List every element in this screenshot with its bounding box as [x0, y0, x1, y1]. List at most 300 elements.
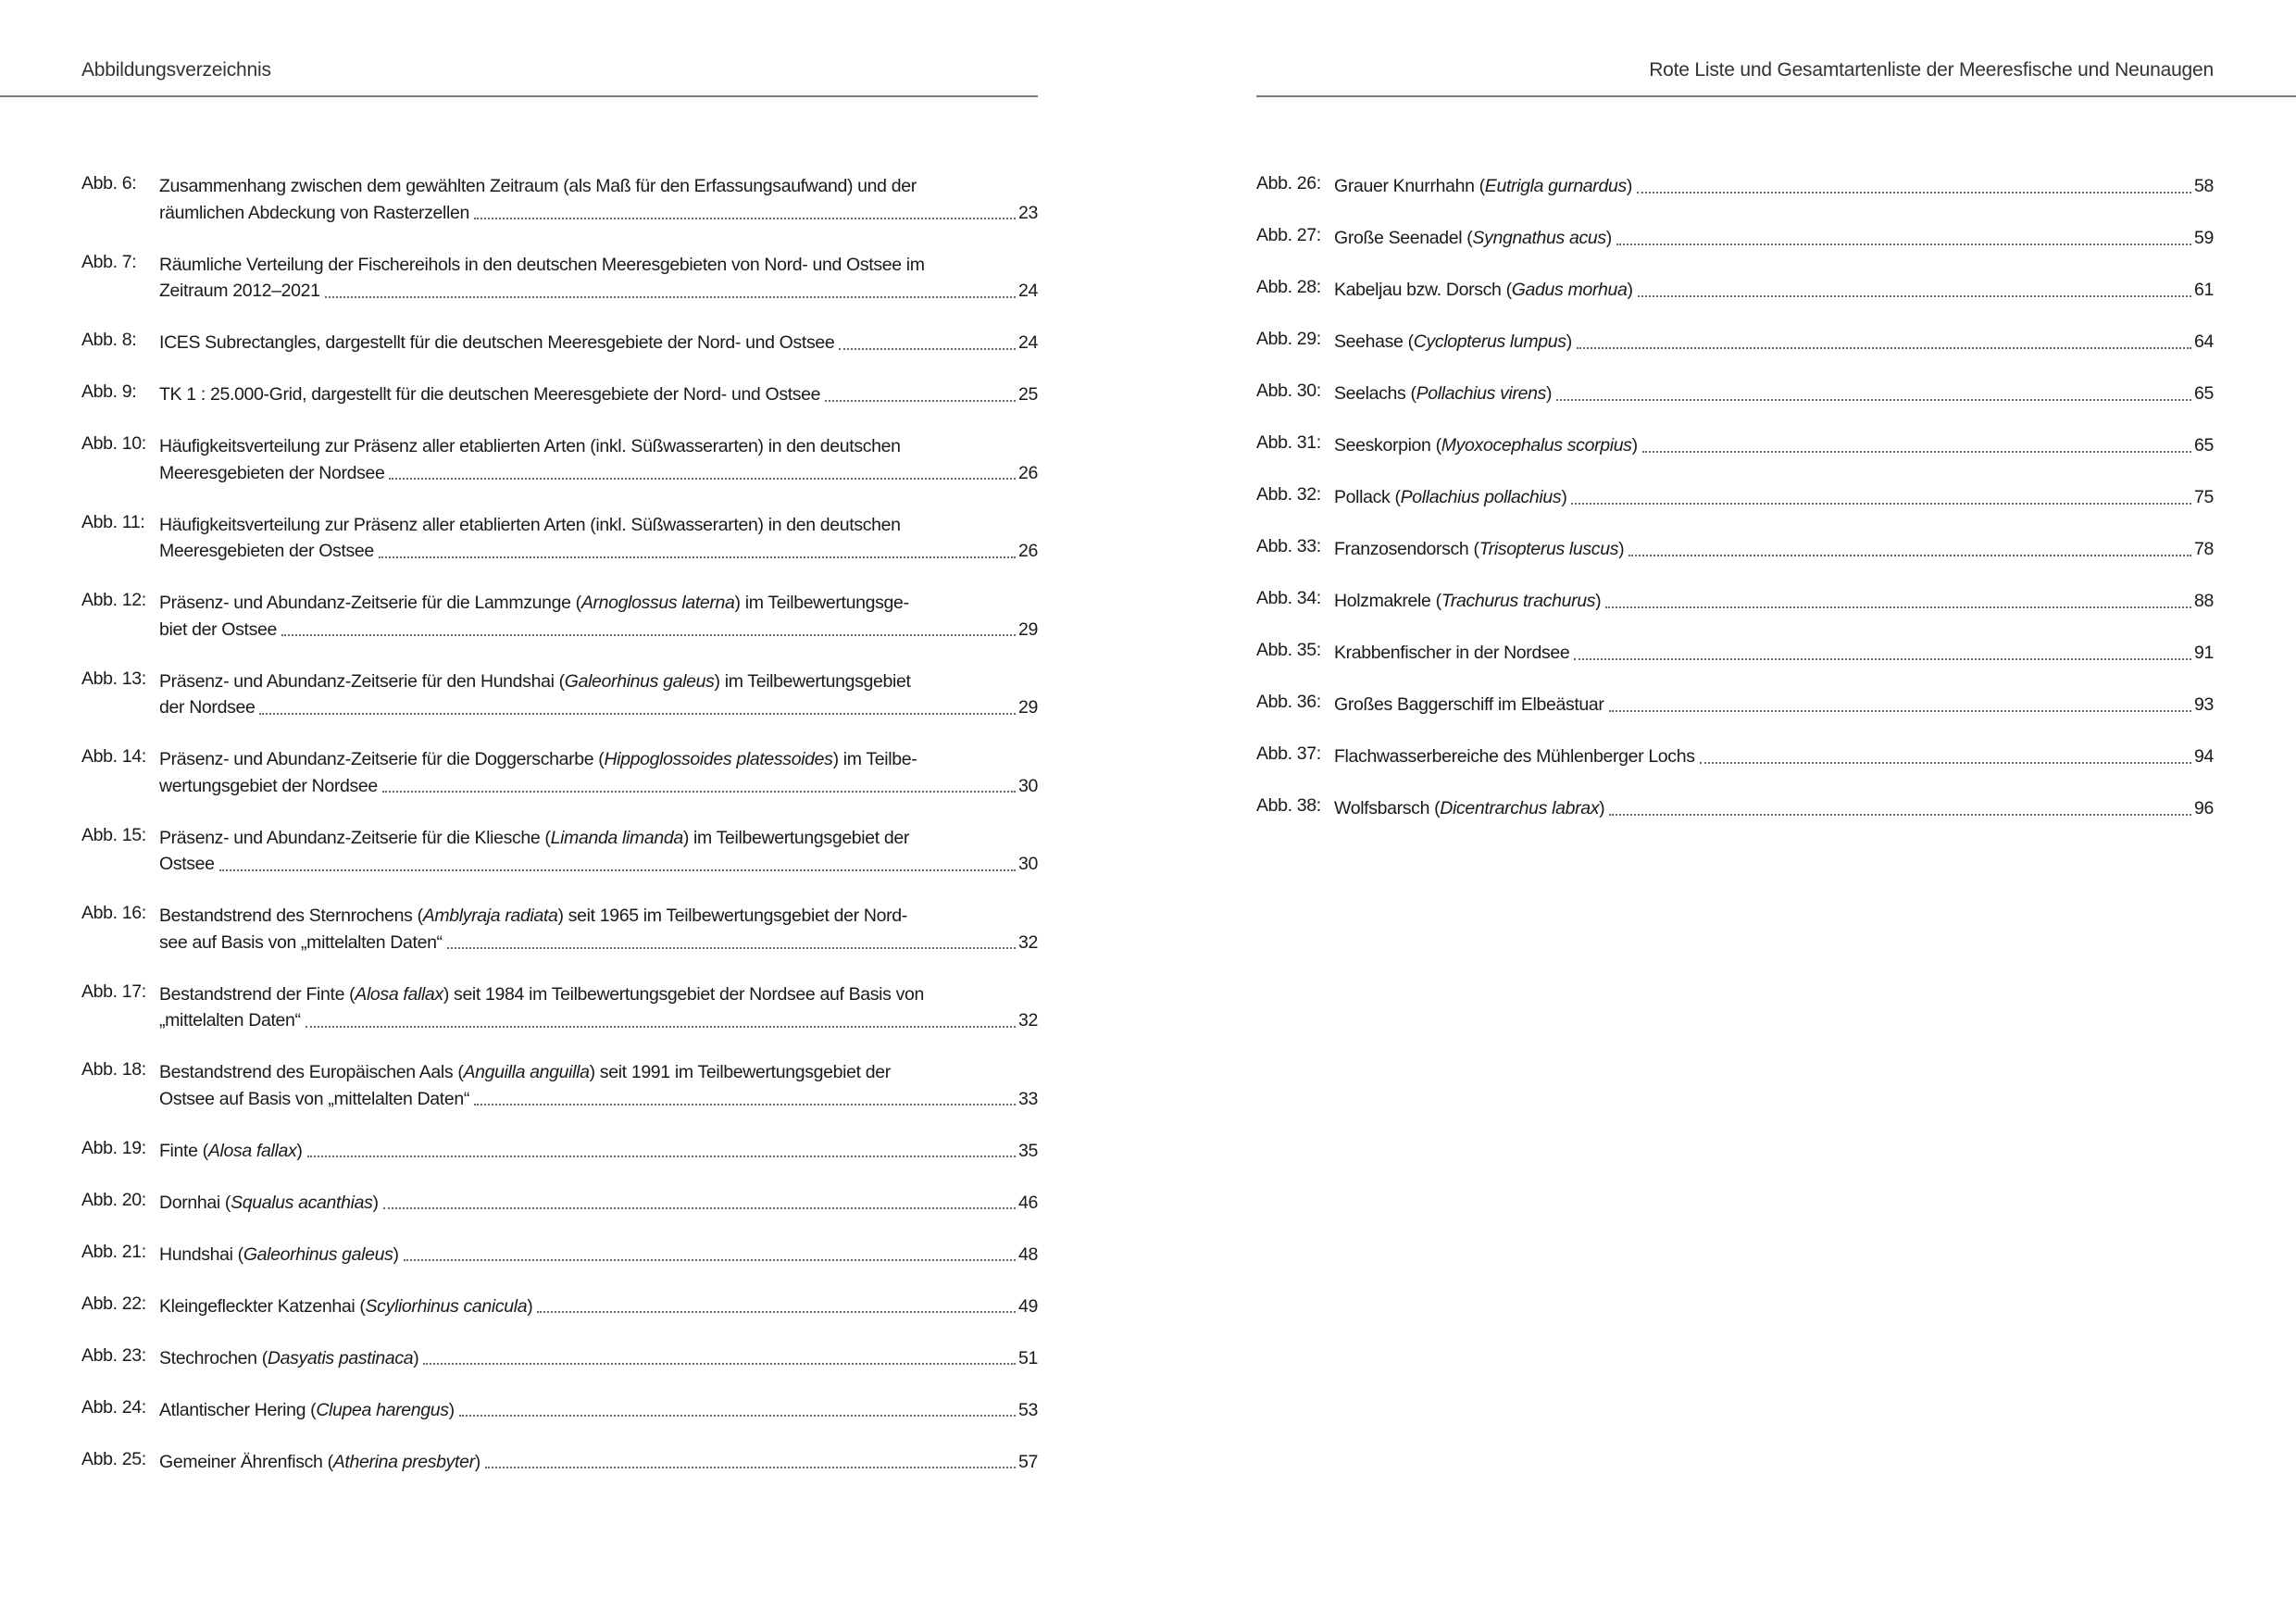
figure-entry[interactable]: [81, 1397, 1038, 1424]
figure-entry[interactable]: [81, 1449, 1038, 1476]
dot-leader: [306, 1025, 1016, 1028]
figure-label: Abb. 25:: [81, 1448, 146, 1469]
species-name: Limanda limanda: [550, 827, 683, 848]
figure-caption: [159, 590, 1038, 643]
dot-leader: [307, 1155, 1016, 1157]
caption-line: [1334, 277, 2214, 304]
species-name: Pollachius pollachius: [1400, 487, 1562, 507]
figure-caption: [1334, 640, 2214, 667]
dot-leader: [1642, 450, 2191, 453]
caption-text: [159, 851, 215, 878]
caption-text: [1334, 743, 1695, 770]
caption-text: [159, 1449, 480, 1476]
caption-line: [1334, 743, 2214, 770]
page-number[interactable]: 91: [2194, 643, 2214, 663]
figure-entry[interactable]: [1256, 484, 2214, 511]
caption-segment: ): [1546, 383, 1553, 404]
caption-segment: ): [1566, 331, 1572, 352]
caption-segment: ): [1618, 539, 1625, 559]
figure-entry[interactable]: [81, 252, 1038, 305]
caption-line: [159, 1242, 1038, 1268]
caption-segment: ) seit 1965 im Teilbewertungsgebiet der Nord-: [557, 906, 907, 926]
caption-segment: räumlichen Abdeckung von Rasterzellen: [159, 202, 470, 223]
caption-line: [159, 930, 1038, 956]
page-number[interactable]: 26: [1018, 541, 1038, 561]
dot-leader: [383, 1206, 1016, 1209]
caption-text: [159, 200, 469, 227]
figure-label: Abb. 35:: [1256, 640, 1321, 660]
figure-caption: [1334, 432, 2214, 459]
species-name: Amblyraja radiata: [422, 906, 558, 926]
caption-segment: „mittelalten Daten“: [159, 1010, 301, 1031]
caption-segment: Präsenz- und Abundanz-Zeitserie für die Lammzunge (: [159, 593, 581, 613]
figure-label: Abb. 15:: [81, 824, 146, 845]
figure-caption: [159, 1059, 1038, 1112]
figure-entry[interactable]: [81, 512, 1038, 565]
figure-label: Abb. 34:: [1256, 588, 1321, 608]
figure-caption: [159, 512, 1038, 565]
page-number[interactable]: 51: [1018, 1347, 1038, 1368]
species-name: Galeorhinus galeus: [243, 1243, 393, 1265]
dot-leader: [1605, 606, 2191, 608]
page-number[interactable]: 24: [1018, 332, 1038, 353]
page-number[interactable]: 46: [1018, 1192, 1038, 1213]
page-number[interactable]: 58: [2194, 176, 2214, 196]
caption-segment: ): [448, 1399, 455, 1420]
figure-label: Abb. 7:: [81, 251, 137, 272]
figure-caption: [159, 1397, 1038, 1424]
caption-text: [159, 903, 907, 930]
caption-line: [159, 433, 1038, 460]
figure-entry[interactable]: [81, 903, 1038, 956]
dot-leader: [1638, 294, 2191, 297]
figure-label: Abb. 13:: [81, 668, 146, 689]
species-name: Scyliorhinus canicula: [365, 1295, 528, 1317]
figure-caption: [1334, 795, 2214, 822]
figure-label: Abb. 19:: [81, 1137, 146, 1158]
caption-text: [1334, 173, 1632, 200]
caption-segment: Holzmakrele (: [1334, 591, 1441, 611]
dot-leader: [259, 712, 1016, 715]
caption-text: [159, 1242, 399, 1268]
caption-segment: ): [1605, 228, 1612, 248]
caption-segment: Gemeiner Ährenfisch (: [159, 1451, 333, 1472]
page-number[interactable]: 32: [1018, 931, 1038, 953]
caption-segment: Pollack (: [1334, 487, 1401, 507]
caption-line: [159, 903, 1038, 930]
caption-segment: Seeskorpion (: [1334, 435, 1441, 456]
caption-line: [159, 1190, 1038, 1217]
caption-segment: Ostsee: [159, 854, 215, 874]
figure-caption: [1334, 484, 2214, 511]
caption-line: [1334, 640, 2214, 667]
figure-caption: [1334, 329, 2214, 356]
page-number[interactable]: 53: [1018, 1399, 1038, 1420]
figure-entry[interactable]: [81, 330, 1038, 356]
species-name: Hippoglossoides platessoides: [604, 749, 833, 769]
figure-label: Abb. 27:: [1256, 225, 1321, 245]
page-number[interactable]: 78: [2194, 539, 2214, 559]
caption-segment: Flachwasserbereiche des Mühlenberger Lochs: [1334, 746, 1695, 767]
dot-leader: [825, 399, 1016, 402]
figure-caption: [159, 1242, 1038, 1268]
page-number[interactable]: 23: [1018, 202, 1038, 223]
caption-segment: Bestandstrend der Finte (: [159, 983, 356, 1005]
caption-segment: ): [1627, 280, 1633, 300]
caption-segment: Krabbenfischer in der Nordsee: [1334, 643, 1570, 663]
caption-segment: ): [527, 1295, 533, 1317]
figure-entry[interactable]: [81, 381, 1038, 408]
page-number[interactable]: 25: [1018, 384, 1038, 405]
figure-caption: [159, 433, 1038, 486]
caption-text: [1334, 329, 1572, 356]
running-header-right: Rote Liste und Gesamtartenliste der Meeresfische und Neunaugen: [1649, 59, 2214, 81]
dot-leader: [389, 477, 1016, 480]
figure-entry[interactable]: [81, 825, 1038, 878]
dot-leader: [1616, 243, 2191, 245]
caption-segment: Stechrochen (: [159, 1347, 268, 1368]
caption-line: [159, 851, 1038, 878]
figure-caption: [159, 746, 1038, 799]
caption-segment: Seehase (: [1334, 331, 1414, 352]
figure-entry[interactable]: [81, 1190, 1038, 1217]
dot-leader: [1609, 709, 2191, 712]
caption-segment: Präsenz- und Abundanz-Zeitserie für die Kliesche (: [159, 827, 551, 848]
caption-text: [1334, 692, 1604, 718]
page-number[interactable]: 26: [1018, 462, 1038, 483]
caption-segment: Häufigkeitsverteilung zur Präsenz aller etablierten Arten (inkl. Süßwasserarten) in den deutschen: [159, 436, 901, 456]
page-number[interactable]: 30: [1018, 775, 1038, 796]
caption-line: [159, 668, 1038, 695]
figure-caption: [1334, 225, 2214, 252]
caption-segment: ) im Teilbewertungsgebiet: [714, 670, 911, 692]
caption-line: [159, 746, 1038, 773]
caption-segment: Seelachs (: [1334, 383, 1416, 404]
figure-caption: [159, 381, 1038, 408]
caption-text: [159, 1007, 301, 1034]
figure-caption: [159, 1293, 1038, 1320]
figure-label: Abb. 30:: [1256, 381, 1321, 401]
figure-entry[interactable]: [81, 1293, 1038, 1320]
figure-entry[interactable]: [1256, 795, 2214, 822]
caption-segment: Franzosendorsch (: [1334, 539, 1479, 559]
page-number[interactable]: 32: [1018, 1010, 1038, 1031]
figure-entry[interactable]: [81, 981, 1038, 1034]
caption-text: [159, 746, 917, 773]
dot-leader: [474, 1103, 1016, 1106]
caption-text: [159, 512, 901, 539]
figure-caption: [159, 825, 1038, 878]
caption-segment: Präsenz- und Abundanz-Zeitserie für den Hundshai (: [159, 670, 565, 692]
caption-line: [159, 1449, 1038, 1476]
caption-line: [1334, 484, 2214, 511]
caption-line: [159, 773, 1038, 800]
page-number[interactable]: 96: [2194, 798, 2214, 818]
caption-line: [1334, 329, 2214, 356]
figure-label: Abb. 24:: [81, 1396, 146, 1418]
header-rule-right: [1256, 95, 2296, 97]
figure-entry[interactable]: [1256, 640, 2214, 667]
page-number[interactable]: 57: [1018, 1451, 1038, 1472]
figure-entry[interactable]: [1256, 277, 2214, 304]
figure-caption: [159, 1190, 1038, 1217]
caption-line: [159, 173, 1038, 200]
species-name: Atherina presbyter: [332, 1451, 475, 1472]
caption-text: [159, 773, 378, 800]
dot-leader: [281, 633, 1016, 636]
page-number[interactable]: 33: [1018, 1088, 1038, 1109]
figure-list-right-page: [1256, 173, 2214, 847]
figure-entry[interactable]: [1256, 381, 2214, 407]
figure-label: Abb. 11:: [81, 511, 145, 532]
page-number[interactable]: 30: [1018, 854, 1038, 874]
caption-text: [159, 1345, 418, 1372]
figure-caption: [1334, 692, 2214, 718]
dot-leader: [537, 1310, 1016, 1313]
caption-line: [159, 1086, 1038, 1113]
caption-segment: ) im Teilbewertungsge-: [734, 593, 909, 613]
figure-label: Abb. 21:: [81, 1241, 146, 1262]
caption-line: [1334, 795, 2214, 822]
caption-text: [159, 1397, 455, 1424]
dot-leader: [474, 217, 1016, 219]
caption-segment: Zeitraum 2012–2021: [159, 281, 320, 301]
page-number[interactable]: 94: [2194, 746, 2214, 767]
caption-segment: Grauer Knurrhahn (: [1334, 176, 1485, 196]
caption-text: [159, 694, 255, 721]
caption-segment: Kleingefleckter Katzenhai (: [159, 1295, 366, 1317]
caption-line: [159, 460, 1038, 487]
page-number[interactable]: 48: [1018, 1243, 1038, 1265]
caption-text: [159, 590, 909, 617]
caption-segment: Dornhai (: [159, 1192, 231, 1213]
dot-leader: [839, 347, 1016, 350]
figure-entry[interactable]: [1256, 692, 2214, 718]
caption-segment: TK 1 : 25.000-Grid, dargestellt für die deutschen Meeresgebiete der Nord- und Ostsee: [159, 384, 821, 405]
page-number[interactable]: 24: [1018, 281, 1038, 301]
figure-label: Abb. 37:: [1256, 743, 1321, 764]
figure-label: Abb. 29:: [1256, 329, 1321, 349]
caption-line: [1334, 432, 2214, 459]
dot-leader: [1577, 346, 2191, 349]
caption-segment: Häufigkeitsverteilung zur Präsenz aller etablierten Arten (inkl. Süßwasserarten) in den deutschen: [159, 514, 901, 535]
caption-text: [159, 1138, 303, 1165]
dot-leader: [485, 1466, 1016, 1468]
caption-segment: ) seit 1984 im Teilbewertungsgebiet der Nordsee auf Basis von: [443, 983, 925, 1005]
caption-segment: Wolfsbarsch (: [1334, 798, 1441, 818]
species-name: Arnoglossus laterna: [580, 593, 735, 613]
caption-segment: Meeresgebieten der Nordsee: [159, 462, 385, 483]
caption-text: [159, 1190, 379, 1217]
figure-label: Abb. 36:: [1256, 692, 1321, 712]
page-number[interactable]: 88: [2194, 591, 2214, 611]
page-number[interactable]: 49: [1018, 1295, 1038, 1317]
caption-text: [159, 1293, 532, 1320]
figure-caption: [159, 903, 1038, 956]
dot-leader: [1556, 398, 2191, 401]
caption-line: [1334, 381, 2214, 407]
dot-leader: [1700, 761, 2191, 764]
caption-text: [1334, 381, 1552, 407]
caption-text: [159, 981, 924, 1008]
caption-segment: ): [372, 1192, 379, 1213]
page-number[interactable]: 93: [2194, 694, 2214, 715]
caption-text: [159, 617, 277, 643]
figure-entry[interactable]: [1256, 588, 2214, 615]
page-number[interactable]: 64: [2194, 331, 2214, 352]
caption-text: [1334, 795, 1604, 822]
caption-line: [159, 1059, 1038, 1086]
species-name: Alosa fallax: [355, 983, 443, 1005]
dot-leader: [382, 790, 1016, 793]
figure-label: Abb. 32:: [1256, 484, 1321, 505]
figure-entry[interactable]: [1256, 432, 2214, 459]
figure-entry[interactable]: [1256, 329, 2214, 356]
figure-caption: [159, 981, 1038, 1034]
caption-line: [159, 1138, 1038, 1165]
caption-text: [1334, 484, 1566, 511]
caption-segment: ): [474, 1451, 480, 1472]
species-name: Cyclopterus lumpus: [1413, 331, 1566, 352]
page-number[interactable]: 61: [2194, 280, 2214, 300]
species-name: Pollachius virens: [1416, 383, 1547, 404]
caption-text: [159, 252, 925, 279]
caption-segment: Großes Baggerschiff im Elbeästuar: [1334, 694, 1604, 715]
caption-segment: Bestandstrend des Europäischen Aals (: [159, 1062, 464, 1082]
figure-entry[interactable]: [1256, 173, 2214, 200]
page-number[interactable]: 75: [2194, 487, 2214, 507]
figure-label: Abb. 33:: [1256, 536, 1321, 556]
figure-entry[interactable]: [1256, 225, 2214, 252]
caption-line: [1334, 225, 2214, 252]
page-number[interactable]: 65: [2194, 383, 2214, 404]
caption-line: [159, 538, 1038, 565]
figure-entry[interactable]: [81, 590, 1038, 643]
caption-segment: Meeresgebieten der Ostsee: [159, 541, 374, 561]
species-name: Eutrigla gurnardus: [1484, 176, 1627, 196]
figure-caption: [159, 173, 1038, 226]
figure-entry[interactable]: [81, 433, 1038, 486]
caption-segment: see auf Basis von „mittelalten Daten“: [159, 931, 443, 953]
caption-text: [159, 538, 374, 565]
caption-text: [159, 825, 909, 852]
dot-leader: [1609, 813, 2191, 816]
caption-line: [159, 825, 1038, 852]
caption-line: [159, 981, 1038, 1008]
figure-entry[interactable]: [1256, 536, 2214, 563]
caption-line: [159, 200, 1038, 227]
caption-segment: Kabeljau bzw. Dorsch (: [1334, 280, 1512, 300]
figure-entry[interactable]: [81, 1345, 1038, 1372]
figure-entry[interactable]: [81, 1138, 1038, 1165]
figure-caption: [159, 330, 1038, 356]
caption-text: [159, 1086, 469, 1113]
caption-segment: Präsenz- und Abundanz-Zeitserie für die Doggerscharbe (: [159, 749, 605, 769]
figure-entry[interactable]: [1256, 743, 2214, 770]
dot-leader: [447, 946, 1016, 949]
caption-line: [159, 617, 1038, 643]
figure-entry[interactable]: [81, 1242, 1038, 1268]
page-number[interactable]: 65: [2194, 435, 2214, 456]
figure-entry[interactable]: [81, 668, 1038, 721]
caption-text: [159, 668, 911, 695]
dot-leader: [1637, 191, 2191, 194]
caption-text: [1334, 536, 1624, 563]
dot-leader: [219, 868, 1016, 871]
figure-caption: [1334, 588, 2214, 615]
species-name: Trisopterus luscus: [1479, 539, 1619, 559]
caption-line: [159, 278, 1038, 305]
page-number[interactable]: 59: [2194, 228, 2214, 248]
figure-label: Abb. 26:: [1256, 173, 1321, 194]
caption-line: [159, 330, 1038, 356]
caption-text: [159, 460, 384, 487]
caption-line: [159, 1397, 1038, 1424]
figure-entry[interactable]: [81, 1059, 1038, 1112]
dot-leader: [1628, 554, 2191, 556]
caption-text: [1334, 432, 1638, 459]
caption-line: [1334, 173, 2214, 200]
caption-segment: ) im Teilbe-: [832, 749, 917, 769]
species-name: Squalus acanthias: [231, 1192, 373, 1213]
header-rule-left: [0, 95, 1038, 97]
figure-label: Abb. 17:: [81, 981, 146, 1002]
species-name: Trachurus trachurus: [1441, 591, 1596, 611]
figure-entry[interactable]: [81, 173, 1038, 226]
caption-line: [159, 1345, 1038, 1372]
caption-segment: ): [413, 1347, 419, 1368]
caption-segment: Hundshai (: [159, 1243, 243, 1265]
caption-segment: wertungsgebiet der Nordsee: [159, 775, 378, 796]
species-name: Gadus morhua: [1511, 280, 1628, 300]
dot-leader: [325, 295, 1016, 298]
dot-leader: [404, 1258, 1016, 1261]
caption-segment: Bestandstrend des Sternrochens (: [159, 906, 423, 926]
caption-segment: der Nordsee: [159, 697, 256, 718]
figure-label: Abb. 38:: [1256, 795, 1321, 816]
caption-segment: biet der Ostsee: [159, 618, 277, 640]
figure-label: Abb. 8:: [81, 330, 137, 350]
caption-segment: ): [1561, 487, 1567, 507]
caption-segment: Große Seenadel (: [1334, 228, 1473, 248]
figure-caption: [159, 1449, 1038, 1476]
figure-label: Abb. 16:: [81, 903, 146, 923]
dot-leader: [1571, 502, 2191, 505]
caption-segment: ): [1595, 591, 1602, 611]
caption-segment: Ostsee auf Basis von „mittelalten Daten“: [159, 1088, 469, 1109]
figure-label: Abb. 6:: [81, 173, 137, 194]
page-number[interactable]: 29: [1018, 618, 1038, 640]
caption-text: [159, 1059, 891, 1086]
caption-segment: ) im Teilbewertungsgebiet der: [682, 827, 910, 848]
figure-label: Abb. 20:: [81, 1189, 146, 1210]
figure-label: Abb. 18:: [81, 1059, 146, 1080]
page-number[interactable]: 35: [1018, 1140, 1038, 1161]
caption-segment: ): [393, 1243, 399, 1265]
caption-line: [159, 1007, 1038, 1034]
dot-leader: [379, 556, 1016, 558]
figure-caption: [159, 1138, 1038, 1165]
figure-caption: [1334, 277, 2214, 304]
figure-label: Abb. 22:: [81, 1293, 146, 1314]
figure-caption: [1334, 381, 2214, 407]
caption-line: [1334, 536, 2214, 563]
running-header-left: Abbildungsverzeichnis: [81, 59, 271, 81]
species-name: Anguilla anguilla: [463, 1062, 590, 1082]
page-number[interactable]: 29: [1018, 697, 1038, 718]
species-name: Galeorhinus galeus: [564, 670, 715, 692]
figure-entry[interactable]: [81, 746, 1038, 799]
